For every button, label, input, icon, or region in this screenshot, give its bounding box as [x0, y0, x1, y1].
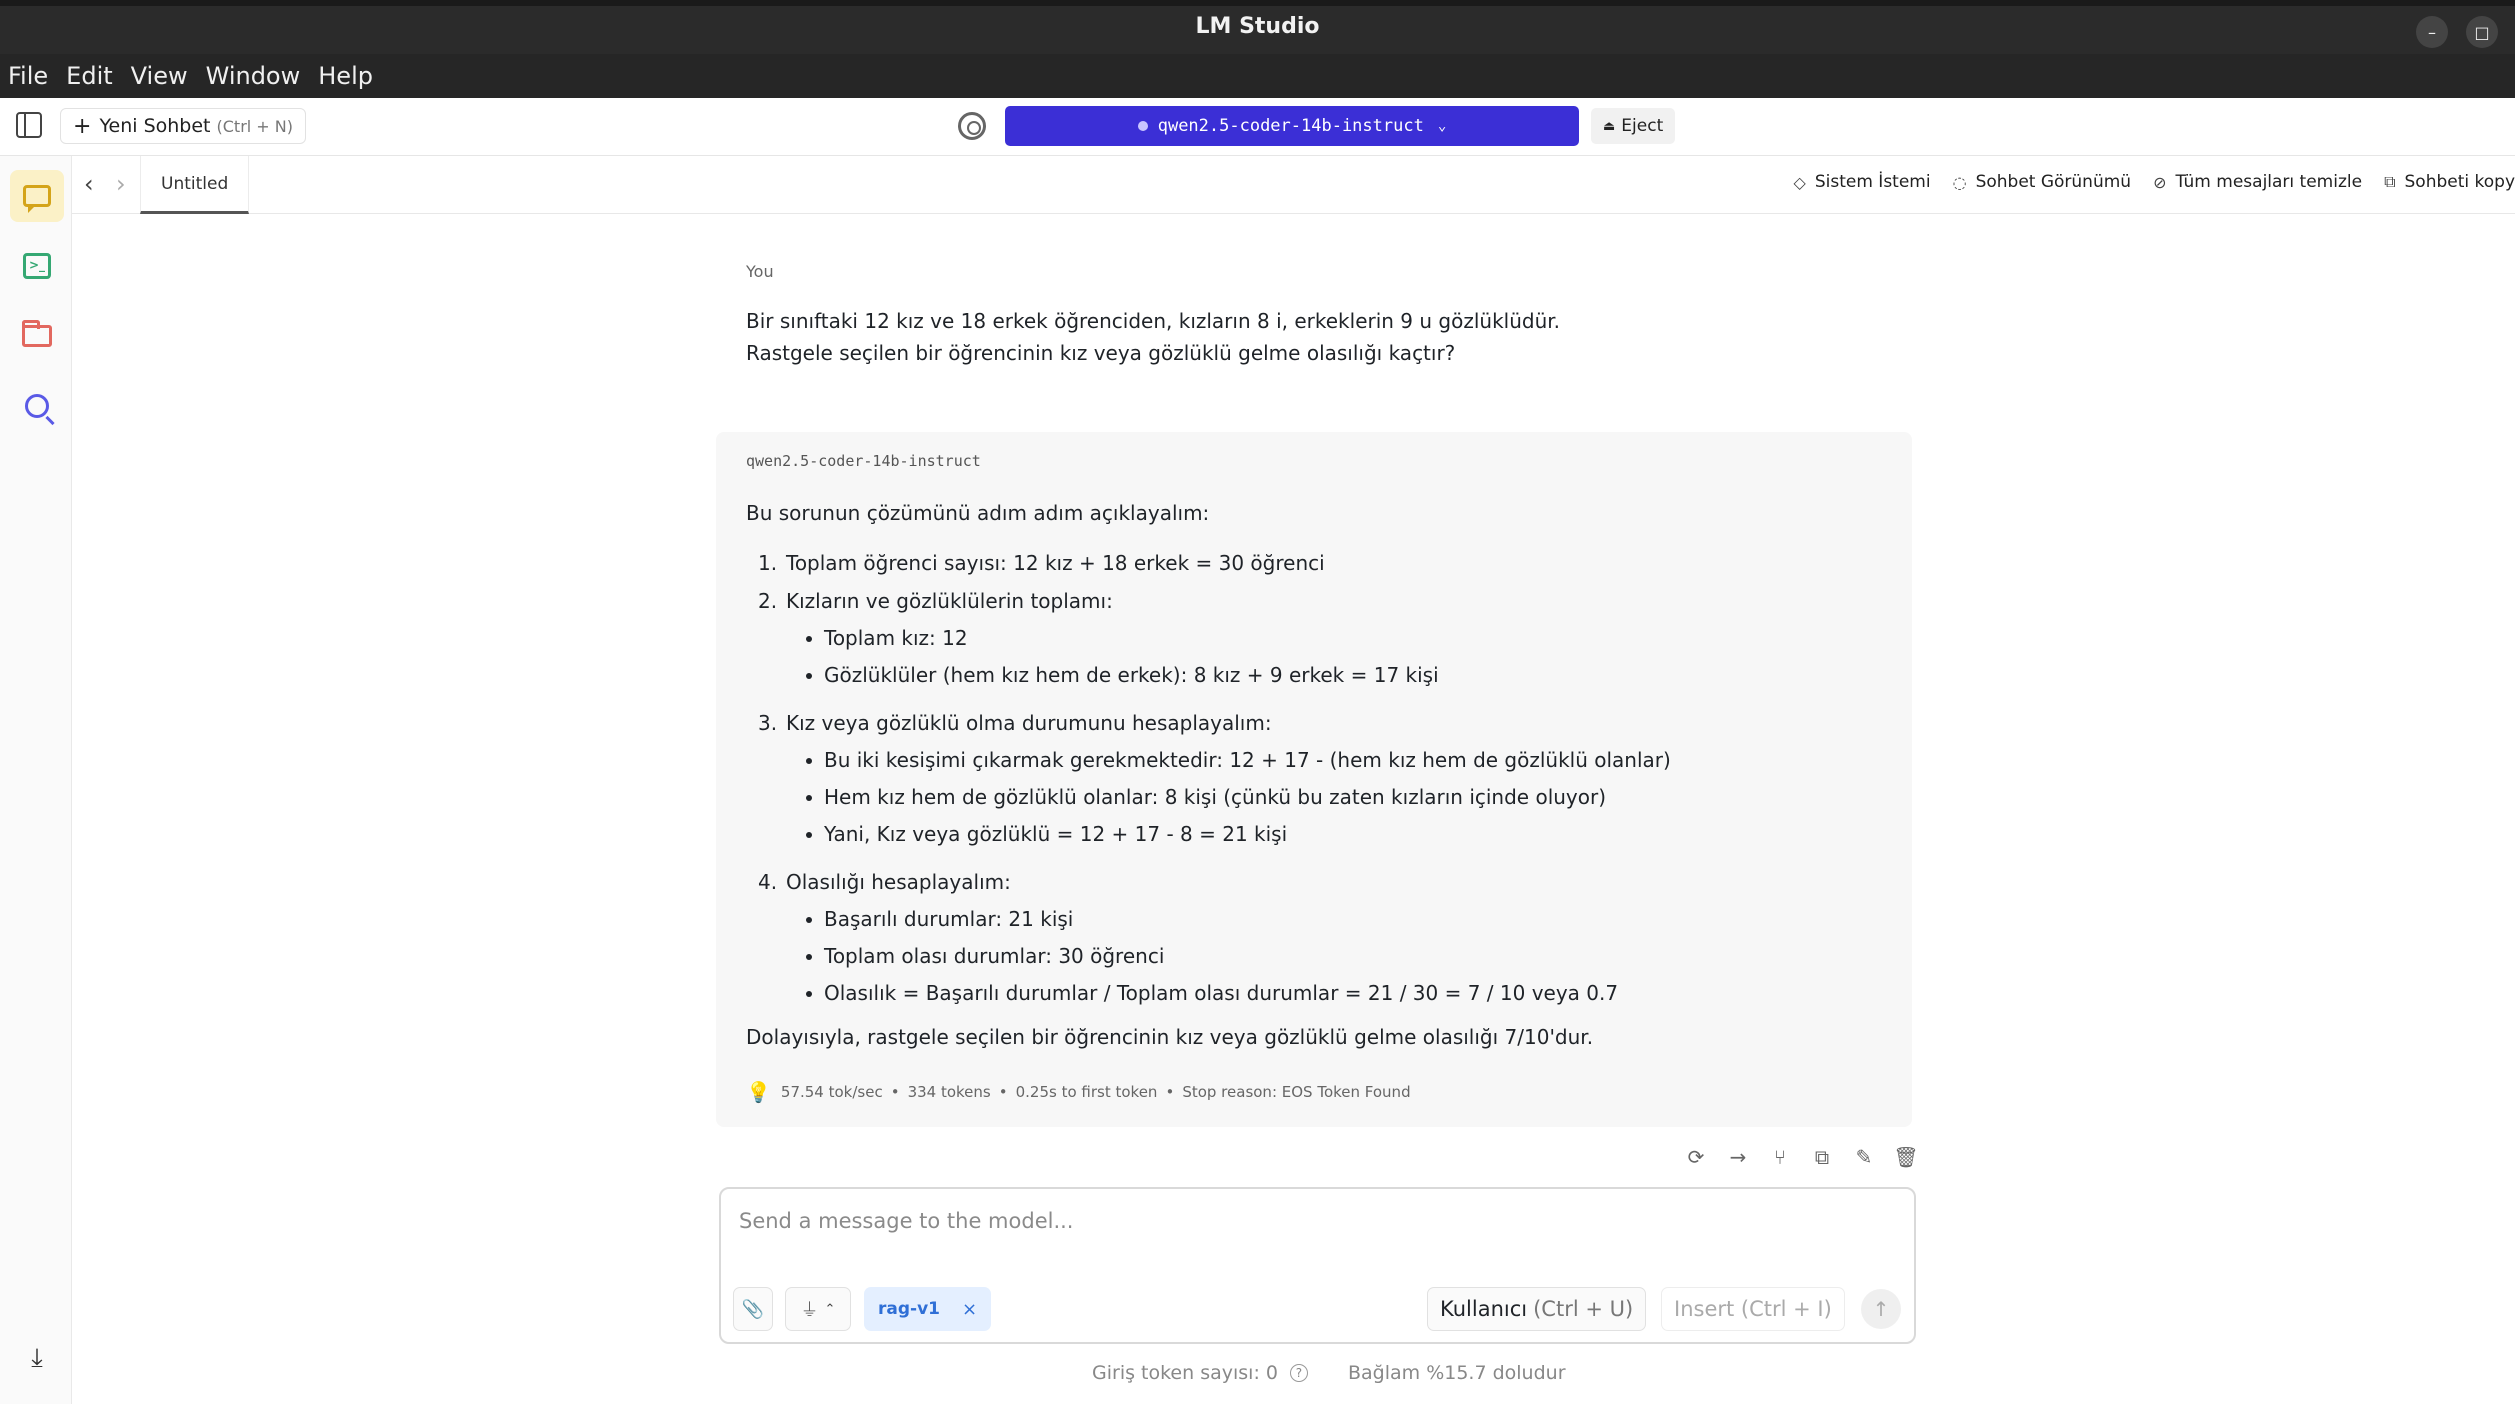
menu-view[interactable]: View	[130, 62, 188, 90]
step-number: 1.	[758, 551, 778, 575]
bullet-item: Yani, Kız veya gözlüklü = 12 + 17 - 8 = 21 kişi	[746, 816, 1882, 853]
rag-tag-label: rag-v1	[878, 1299, 940, 1319]
composer-footer	[1092, 1362, 1566, 1384]
attach-button[interactable]	[733, 1287, 773, 1331]
rag-plugin-tag[interactable]	[864, 1287, 991, 1331]
system-prompt-button[interactable]	[1794, 172, 1931, 192]
branch-icon[interactable]: ⑂	[1774, 1145, 1786, 1169]
generation-stats	[746, 1080, 1882, 1104]
folder-icon	[22, 325, 52, 347]
time-to-first-token: 0.25s to first token	[1015, 1083, 1158, 1101]
menu-window[interactable]: Window	[205, 62, 301, 90]
bullet-item: Hem kız hem de gözlüklü olanlar: 8 kişi (çünkü bu zaten kızların içinde oluyor)	[746, 779, 1882, 816]
model-status-icon	[1138, 121, 1148, 131]
assistant-message-text	[746, 498, 1882, 1052]
copy-chat-button[interactable]	[2384, 172, 2515, 192]
download-icon: ⤓	[31, 1342, 43, 1373]
eject-button[interactable]	[1591, 108, 1675, 144]
bullet-item: Başarılı durumlar: 21 kişi	[746, 901, 1882, 938]
rail-developer-button[interactable]	[10, 240, 64, 292]
menu-help[interactable]: Help	[318, 62, 373, 90]
rail-search-button[interactable]	[10, 380, 64, 432]
new-chat-label: Yeni Sohbet	[99, 115, 211, 137]
user-role-button[interactable]	[1427, 1287, 1646, 1331]
tabs-row	[72, 156, 2515, 214]
step-text: Olasılığı hesaplayalım:	[786, 870, 1011, 894]
chevron-down-icon: ⌄	[1437, 118, 1447, 134]
user-line: Bir sınıftaki 12 kız ve 18 erkek öğrenciden, kızların 8 i, erkeklerin 9 u gözlüklüdür.	[746, 309, 1561, 333]
maximize-button[interactable]: □	[2466, 16, 2498, 48]
forward-arrow-icon[interactable]: ›	[116, 170, 126, 198]
message-composer[interactable]	[719, 1187, 1916, 1344]
step-item	[746, 544, 1882, 582]
bullet-item: Toplam olası durumlar: 30 öğrenci	[746, 938, 1882, 975]
eject-label: Eject	[1621, 116, 1664, 136]
continue-icon[interactable]: →	[1729, 1145, 1747, 1169]
bullet-item: Bu iki kesişimi çıkarmak gerekmektedir: 12 + 17 - (hem kız hem de gözlüklü olanlar)	[746, 742, 1882, 779]
title-bar	[0, 0, 2515, 54]
input-token-count: Giriş token sayısı: 0	[1092, 1362, 1278, 1384]
eject-icon: ⏏	[1603, 118, 1616, 134]
bullet-item: Toplam kız: 12	[746, 620, 1882, 657]
left-rail	[0, 156, 72, 1404]
message-input[interactable]: Send a message to the model...	[739, 1209, 1074, 1233]
menu-file[interactable]: File	[8, 62, 49, 90]
system-prompt-label: Sistem İstemi	[1814, 172, 1931, 192]
lightbulb-icon[interactable]: 💡	[746, 1080, 771, 1104]
rail-models-button[interactable]	[10, 310, 64, 362]
rail-download-button[interactable]	[10, 1332, 64, 1384]
separator-dot: •	[1165, 1083, 1175, 1101]
palette-icon: ◌	[1952, 172, 1967, 192]
rail-chat-button[interactable]	[10, 170, 64, 222]
tag-icon: ◇	[1793, 172, 1806, 192]
step-number: 4.	[758, 870, 778, 894]
search-icon	[25, 394, 49, 418]
back-arrow-icon[interactable]: ‹	[84, 170, 94, 198]
chat-actions	[1794, 172, 2515, 192]
step-number: 2.	[758, 589, 778, 613]
user-message	[746, 262, 1806, 369]
trash-icon[interactable]: 🗑	[1893, 1145, 1919, 1169]
plugin-button[interactable]	[785, 1287, 851, 1331]
bullet-list	[746, 901, 1882, 1012]
context-usage: Bağlam %15.7 doludur	[1347, 1362, 1566, 1384]
bullet-item: Gözlüklüler (hem kız hem de erkek): 8 kız + 9 erkek = 17 kişi	[746, 657, 1882, 694]
chat-appearance-button[interactable]	[1953, 172, 2131, 192]
step-text: Toplam öğrenci sayısı: 12 kız + 18 erkek = 30 öğrenci	[786, 551, 1325, 575]
paperclip-icon: 📎	[741, 1298, 765, 1320]
stop-reason: Stop reason: EOS Token Found	[1182, 1083, 1411, 1101]
copy-icon: ⧉	[2384, 172, 2396, 191]
step-item	[746, 582, 1882, 620]
menu-edit[interactable]: Edit	[66, 62, 113, 90]
chevron-up-icon: ⌃	[824, 1301, 836, 1317]
clear-messages-label: Tüm mesajları temizle	[2175, 172, 2363, 192]
steps-list	[746, 544, 1882, 1012]
edit-icon[interactable]: ✎	[1855, 1145, 1873, 1169]
assistant-model-label: qwen2.5-coder-14b-instruct	[746, 452, 981, 470]
message-tools	[1670, 1143, 1922, 1171]
step-item	[746, 704, 1882, 742]
model-selector[interactable]	[1005, 106, 1579, 146]
chat-icon	[23, 185, 51, 207]
arrow-up-icon: ↑	[1872, 1297, 1890, 1321]
close-icon[interactable]: ×	[962, 1298, 978, 1320]
user-label: You	[746, 262, 774, 281]
minimize-button[interactable]: –	[2416, 16, 2448, 48]
assistant-message	[716, 432, 1912, 1127]
intro-paragraph: Bu sorunun çözümünü adım adım açıklayalım:	[746, 501, 1210, 525]
user-role-shortcut: (Ctrl + U)	[1533, 1297, 1634, 1321]
separator-dot: •	[998, 1083, 1008, 1101]
token-count: 334 tokens	[907, 1083, 991, 1101]
model-name: qwen2.5-coder-14b-instruct	[1157, 116, 1424, 136]
window-title: LM Studio	[1195, 14, 1320, 39]
step-text: Kız veya gözlüklü olma durumunu hesaplayalım:	[786, 711, 1272, 735]
insert-button[interactable]: Insert (Ctrl + I)	[1661, 1287, 1845, 1331]
step-number: 3.	[758, 711, 778, 735]
user-line: Rastgele seçilen bir öğrencinin kız veya gözlüklü gelme olasılığı kaçtır?	[746, 341, 1456, 365]
copy-chat-label: Sohbeti kopy	[2404, 172, 2515, 192]
chat-appearance-label: Sohbet Görünümü	[1975, 172, 2132, 192]
tokens-per-sec: 57.54 tok/sec	[780, 1083, 883, 1101]
conclusion-paragraph: Dolayısıyla, rastgele seçilen bir öğrencinin kız veya gözlüklü gelme olasılığı 7/10'dur.	[746, 1025, 1594, 1049]
bullet-item: Olasılık = Başarılı durumlar / Toplam olası durumlar = 21 / 30 = 7 / 10 veya 0.7	[746, 975, 1882, 1012]
new-chat-button[interactable]	[60, 108, 306, 144]
clear-messages-button[interactable]	[2153, 172, 2362, 192]
user-role-label: Kullanıcı	[1440, 1297, 1528, 1321]
bullet-list	[746, 620, 1882, 694]
user-message-text	[746, 305, 1806, 369]
bullet-list	[746, 742, 1882, 853]
toolbar	[0, 98, 2515, 156]
new-chat-shortcut: (Ctrl + N)	[216, 116, 293, 136]
clear-chat-icon: ⊘	[2153, 172, 2167, 192]
plus-icon: +	[73, 113, 92, 139]
step-item	[746, 863, 1882, 901]
tab-untitled[interactable]: Untitled	[140, 156, 249, 214]
sidebar-toggle-icon[interactable]	[16, 112, 42, 138]
help-icon[interactable]: ?	[1290, 1364, 1308, 1382]
separator-dot: •	[890, 1083, 900, 1101]
gear-icon[interactable]	[958, 112, 986, 140]
regenerate-icon[interactable]: ⟳	[1687, 1145, 1705, 1169]
menu-bar	[0, 54, 2515, 98]
plug-icon: ⏚	[800, 1300, 819, 1321]
send-button[interactable]	[1861, 1289, 1901, 1329]
copy-icon[interactable]: ⧉	[1814, 1145, 1830, 1169]
step-text: Kızların ve gözlüklülerin toplamı:	[786, 589, 1113, 613]
terminal-icon: >_	[23, 253, 51, 279]
